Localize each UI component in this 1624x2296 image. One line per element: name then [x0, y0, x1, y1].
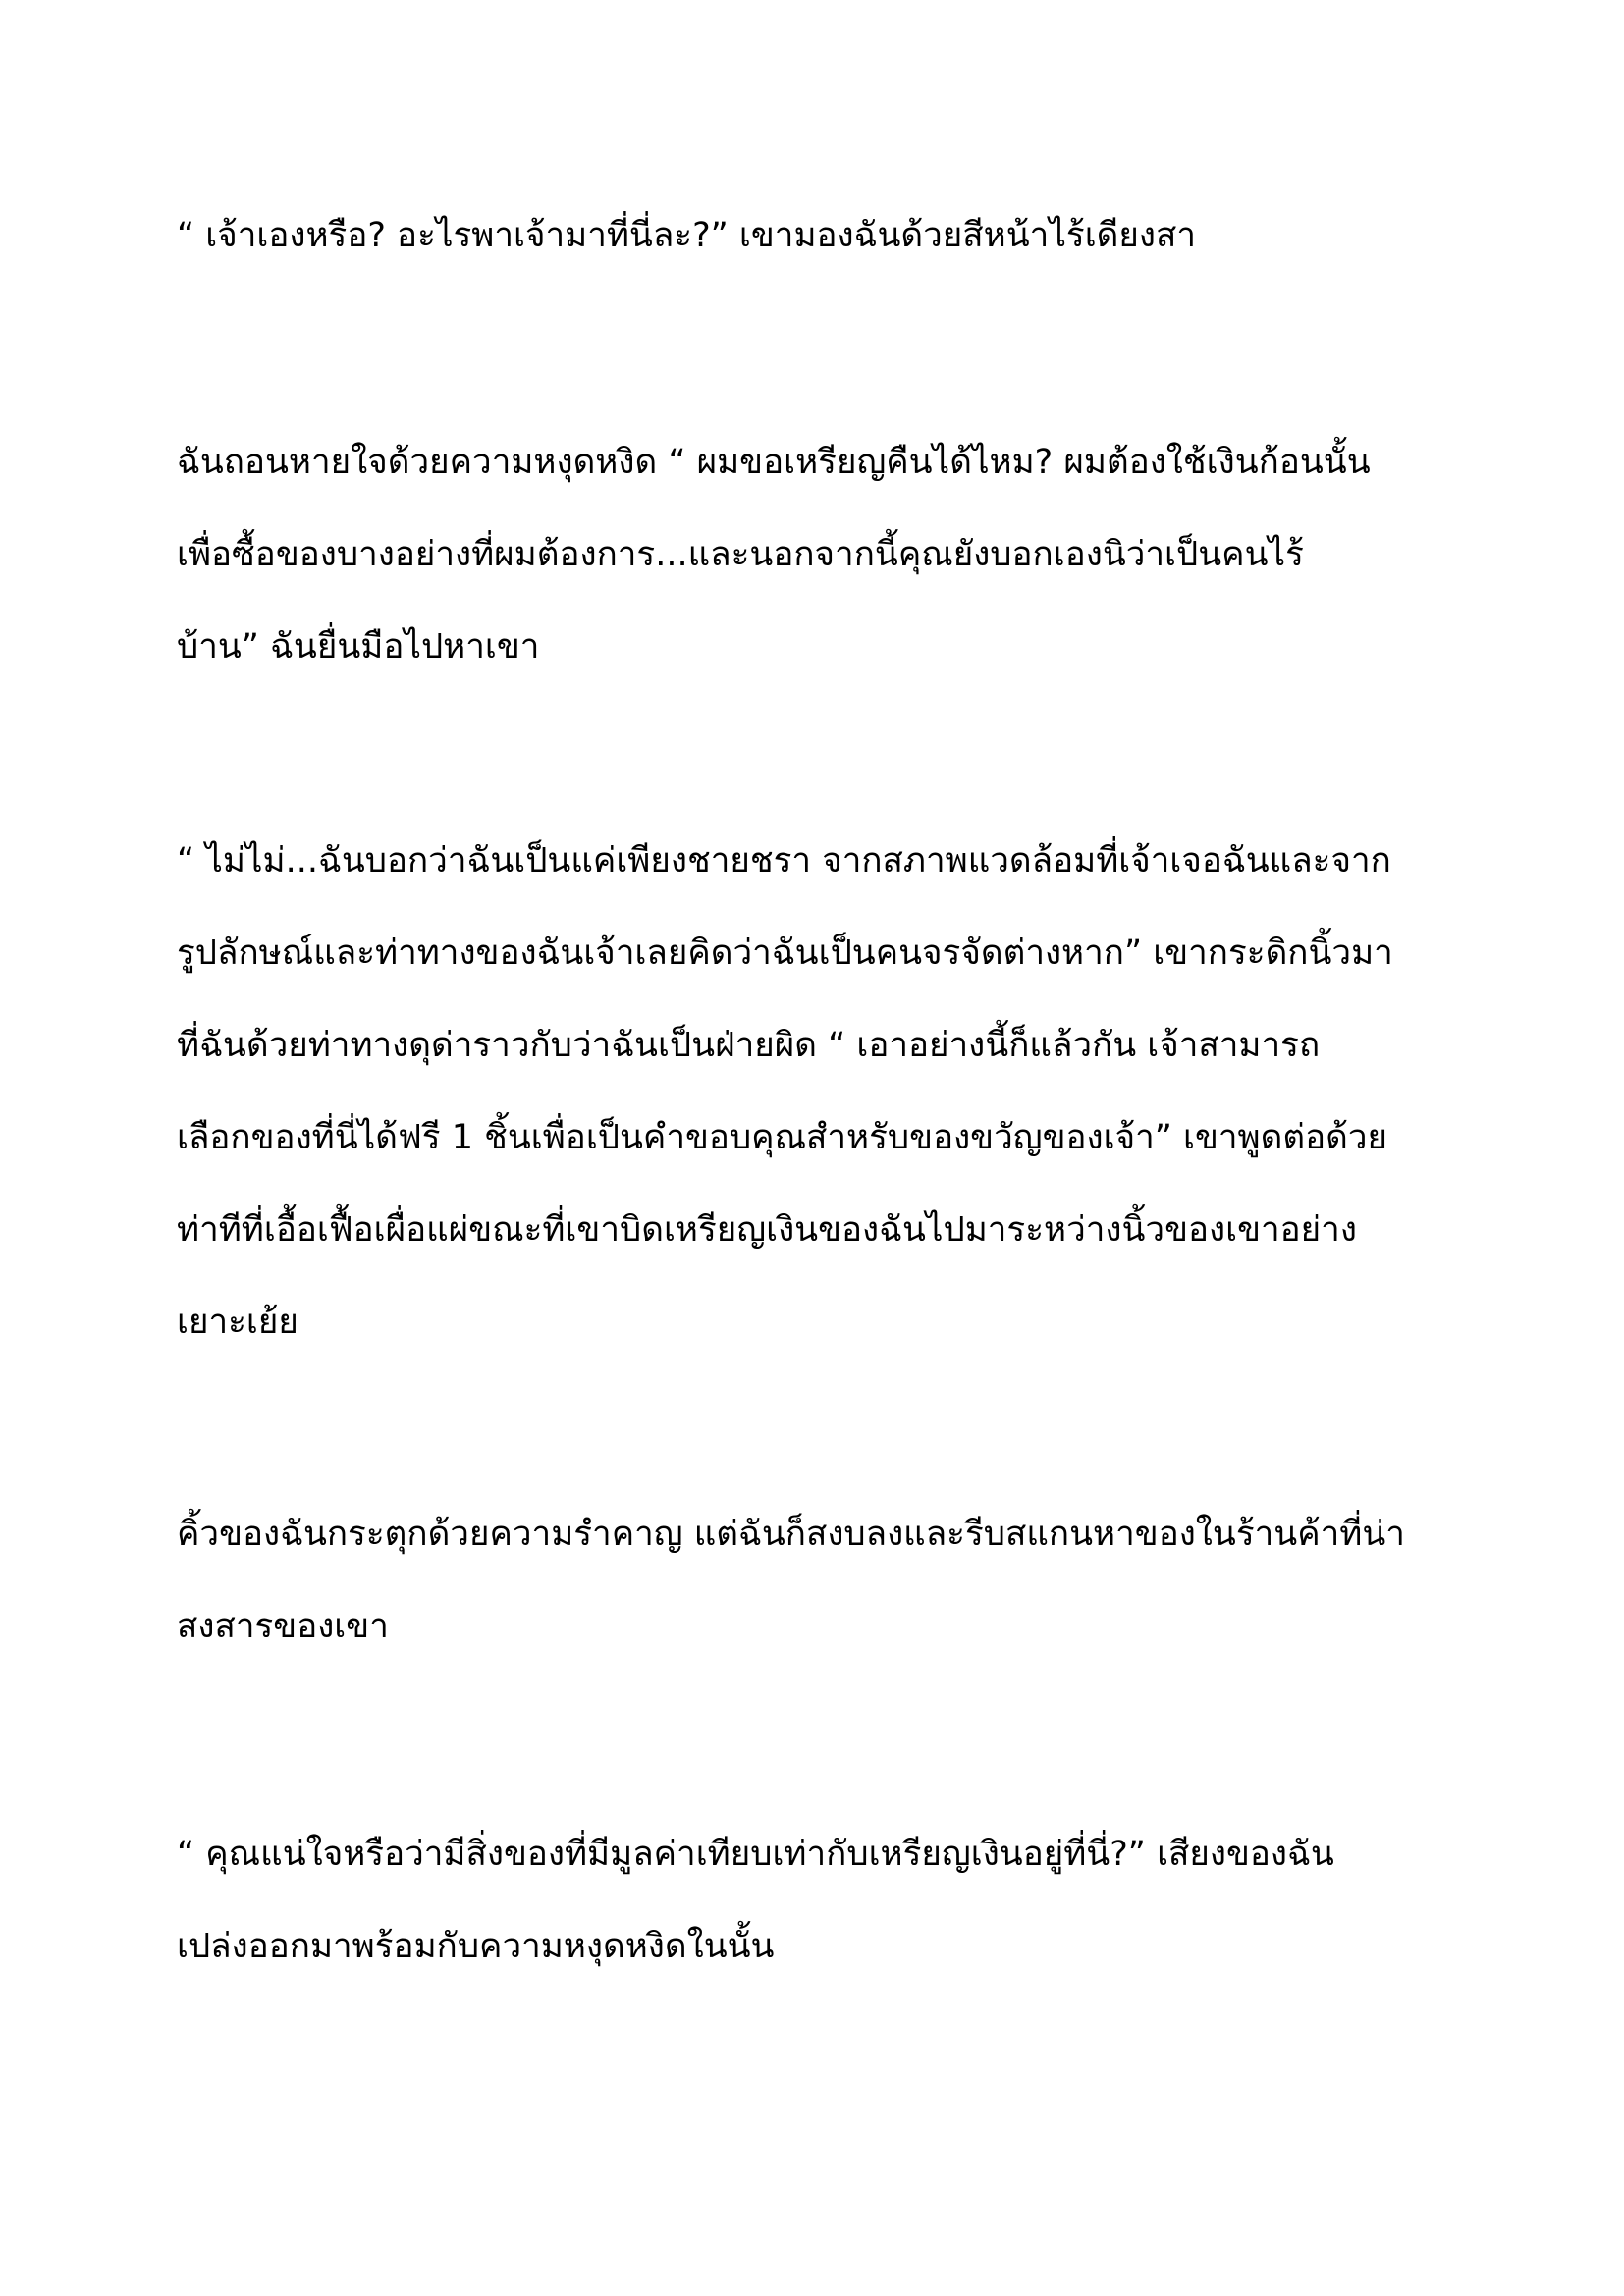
paragraph-4: [177, 1488, 1453, 1673]
paragraph-1: [177, 189, 1453, 282]
paragraph-line: รูปลักษณ์และท่าทางของฉันเจ้าเลยคิดว่าฉันเป็นคนจรจัดต่างหาก” เขากระดิกนิ้วมา: [177, 934, 1393, 973]
paragraph-line: เยาะเย้ย: [177, 1303, 298, 1342]
paragraph-line: “ คุณแน่ใจหรือว่ามีสิ่งของที่มีมูลค่าเทียบเท่ากับเหรียญเงินอยู่ที่นี่?” เสียงของฉัน: [177, 1835, 1334, 1874]
paragraph-line: เลือกของที่นี่ได้ฟรี 1 ชิ้นเพื่อเป็นคำขอบคุณสำหรับของขวัญของเจ้า” เขาพูดต่อด้วย: [177, 1118, 1387, 1157]
paragraph-line: คิ้วของฉันกระตุกด้วยความรำคาญ แต่ฉันก็สงบลงและรีบสแกนหาของในร้านค้าที่น่า: [177, 1515, 1405, 1554]
paragraph-line: ฉันถอนหายใจด้วยความหงุดหงิด “ ผมขอเหรียญคืนได้ไหม? ผมต้องใช้เงินก้อนนั้น: [177, 443, 1371, 482]
paragraph-3: [177, 815, 1453, 1368]
paragraph-5: [177, 1808, 1453, 1993]
paragraph-line: เพื่อซื้อของบางอย่างที่ผมต้องการ...และนอกจากนี้คุณยังบอกเองนิว่าเป็นคนไร้: [177, 535, 1304, 574]
paragraph-line: ท่าทีที่เอื้อเฟื้อเผื่อแผ่ขณะที่เขาบิดเหรียญเงินของฉันไปมาระหว่างนิ้วของเขาอย่าง: [177, 1210, 1357, 1250]
paragraph-line: บ้าน” ฉันยื่นมือไปหาเขา: [177, 627, 540, 667]
paragraph-2: [177, 416, 1453, 693]
paragraph-line: “ ไม่ไม่...ฉันบอกว่าฉันเป็นแค่เพียงชายชรา จากสภาพแวดล้อมที่เจ้าเจอฉันและจาก: [177, 841, 1391, 881]
paragraph-line: ที่ฉันด้วยท่าทางดุด่าราวกับว่าฉันเป็นฝ่ายผิด “ เอาอย่างนี้ก็แล้วกัน เจ้าสามารถ: [177, 1026, 1321, 1065]
paragraph-line: สงสารของเขา: [177, 1607, 389, 1646]
paragraph-line: “ เจ้าเองหรือ? อะไรพาเจ้ามาที่นี่ละ?” เขามองฉันด้วยสีหน้าไร้เดียงสา: [177, 216, 1197, 255]
paragraph-line: เปล่งออกมาพร้อมกับความหงุดหงิดในนั้น: [177, 1927, 775, 1966]
